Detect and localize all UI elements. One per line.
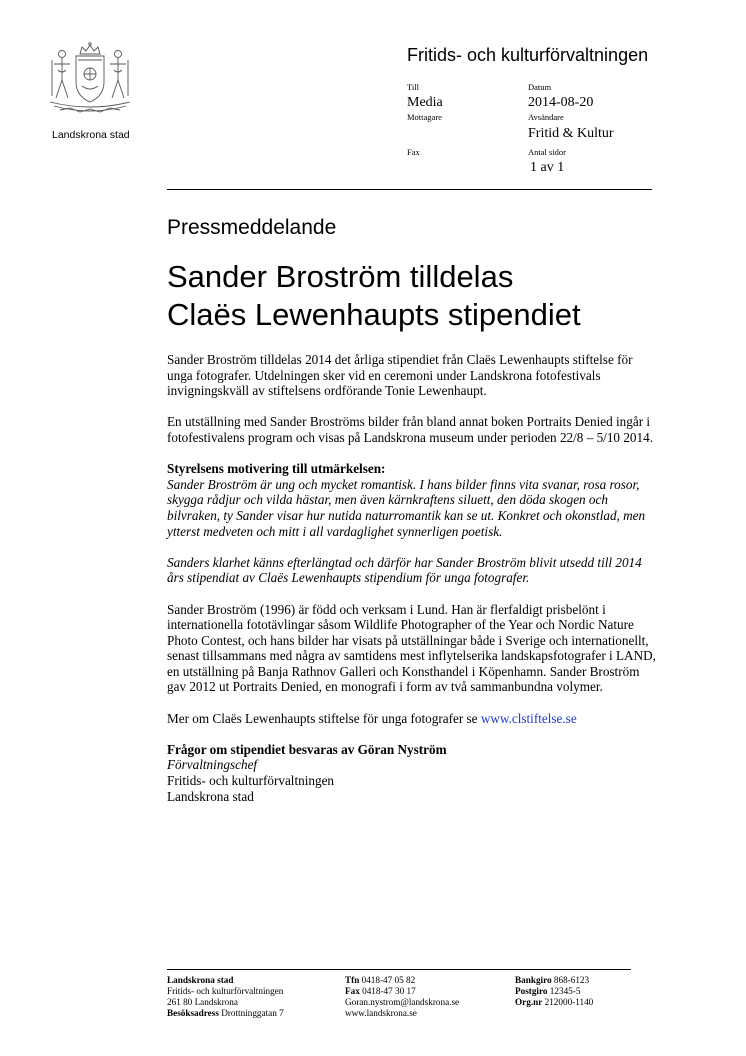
footer-bankgiro [515, 975, 593, 986]
footer-web[interactable]: www.landskrona.se [345, 1008, 417, 1018]
department-name: Fritids- och kulturförvaltningen [407, 45, 649, 65]
paragraph-more-info [167, 711, 657, 727]
more-info-text: Mer om Claës Lewenhaupts stiftelse för unga fotografer se [167, 710, 481, 726]
footer-bankgiro-label: Bankgiro [515, 975, 552, 985]
footer-postgiro-label: Postgiro [515, 986, 548, 996]
contact-title: Förvaltningschef [167, 757, 258, 773]
motivation-heading: Styrelsens motivering till utmärkelsen: [167, 461, 386, 477]
paragraph-biography: Sander Broström (1996) är född och verksam i Lund. Han är flerfaldigt prisbelönt i internationella fototävlingar såsom Wildlife Photographer of the Year och Nordic Nature Photo Contest, och hans bilder har visats på utställningar både i Sverige och internationellt, senast tillsammans med några av samtidens mest inflytelserika landskapsfotografer i LAND, en utställning på Banja Rathnov Galleri och Konsthandel i Köpenhamn. Sander Broström gav 2012 ut Portraits Denied, en monografi i form av två sammanbundna volymer. [167, 601, 656, 695]
fax-label: Fax [407, 147, 420, 157]
contact-city: Landskrona stad [167, 788, 254, 804]
footer-divider [167, 969, 631, 970]
footer-postgiro [515, 986, 593, 997]
footer-tfn-label: Tfn [345, 975, 360, 985]
footer-tfn-value: 0418-47 05 82 [361, 975, 416, 985]
avsandare-value: Fritid & Kultur [528, 126, 614, 141]
footer-visit-label: Besöksadress [167, 1008, 219, 1018]
footer-orgnr-value: 212000-1140 [544, 997, 594, 1007]
headline [167, 258, 581, 334]
paragraph-intro: Sander Broström tilldelas 2014 det årliga stipendiet från Claës Lewenhaupts stiftelse för unga fotografer. Utdelningen sker vid en ceremoni under Landskrona fotofestivals invigningskväll av stiftelsens ordförande Tonie Lewenhaupt. [167, 352, 633, 399]
body-text [167, 352, 657, 804]
till-label: Till [407, 82, 419, 92]
footer-fax [345, 986, 459, 997]
avsandare-label: Avsändare [528, 112, 564, 122]
footer-column-contact [345, 975, 459, 1019]
footer-email[interactable]: Goran.nystrom@landskrona.se [345, 997, 460, 1007]
header-divider [167, 189, 652, 190]
footer-column-finance [515, 975, 593, 1008]
footer-orgnr-label: Org.nr [515, 997, 543, 1007]
headline-line-2: Claës Lewenhaupts stipendiet [167, 297, 581, 332]
footer-bankgiro-value: 868-6123 [553, 975, 590, 985]
footer-fax-value: 0418-47 30 17 [362, 986, 416, 996]
footer-column-address [167, 975, 284, 1019]
footer-org-name: Landskrona stad [167, 975, 234, 985]
mottagare-label: Mottagare [407, 112, 442, 122]
datum-value: 2014-08-20 [528, 95, 594, 110]
contact-department: Fritids- och kulturförvaltningen [167, 773, 335, 789]
till-value: Media [407, 95, 443, 110]
coat-of-arms-icon [40, 40, 140, 122]
document-type: Pressmeddelande [167, 216, 337, 239]
footer-postal: 261 80 Landskrona [167, 997, 238, 1007]
footer-fax-label: Fax [345, 986, 360, 996]
paragraph-exhibition: En utställning med Sander Broströms bilder från bland annat boken Portraits Denied ingår i fotofestivalens program och visas på Landskrona museum under perioden 22/8 – 5/10 2014. [167, 414, 653, 445]
footer-orgnr [515, 997, 593, 1008]
headline-line-1: Sander Broström tilldelas [167, 259, 514, 294]
footer-department: Fritids- och kulturförvaltningen [167, 986, 284, 996]
antal-sidor-value: 1 av 1 [530, 160, 565, 175]
contact-heading: Frågor om stipendiet besvaras av Göran Nyström [167, 741, 447, 757]
antal-sidor-label: Antal sidor [528, 147, 567, 157]
foundation-link[interactable]: www.clstiftelse.se [480, 710, 577, 726]
motivation-paragraph-2: Sanders klarhet känns efterlängtad och därför har Sander Broström blivit utsedd till 2014 års stipendiat av Claës Lewenhaupts stipendium för unga fotografer. [167, 554, 642, 586]
logo-caption: Landskrona stad [52, 129, 130, 141]
footer-phone [345, 975, 459, 986]
footer-postgiro-value: 12345-5 [549, 986, 581, 996]
datum-label: Datum [528, 82, 552, 92]
footer-visit-address [167, 1008, 284, 1019]
footer-visit-value: Drottninggatan 7 [221, 1008, 284, 1018]
motivation-paragraph-1: Sander Broström är ung och mycket romantisk. I hans bilder finns vita svanar, rosa rosor, skygga rådjur och vilda hästar, men även kärnkraftens siluett, den döda skogen och bilvraken, ty Sander visar hur nutida naturromantik kan se ut. Konkret och okonstlad, men ytterst medveten och mitt i all vardaglighet synnerligen poetisk. [167, 476, 646, 539]
